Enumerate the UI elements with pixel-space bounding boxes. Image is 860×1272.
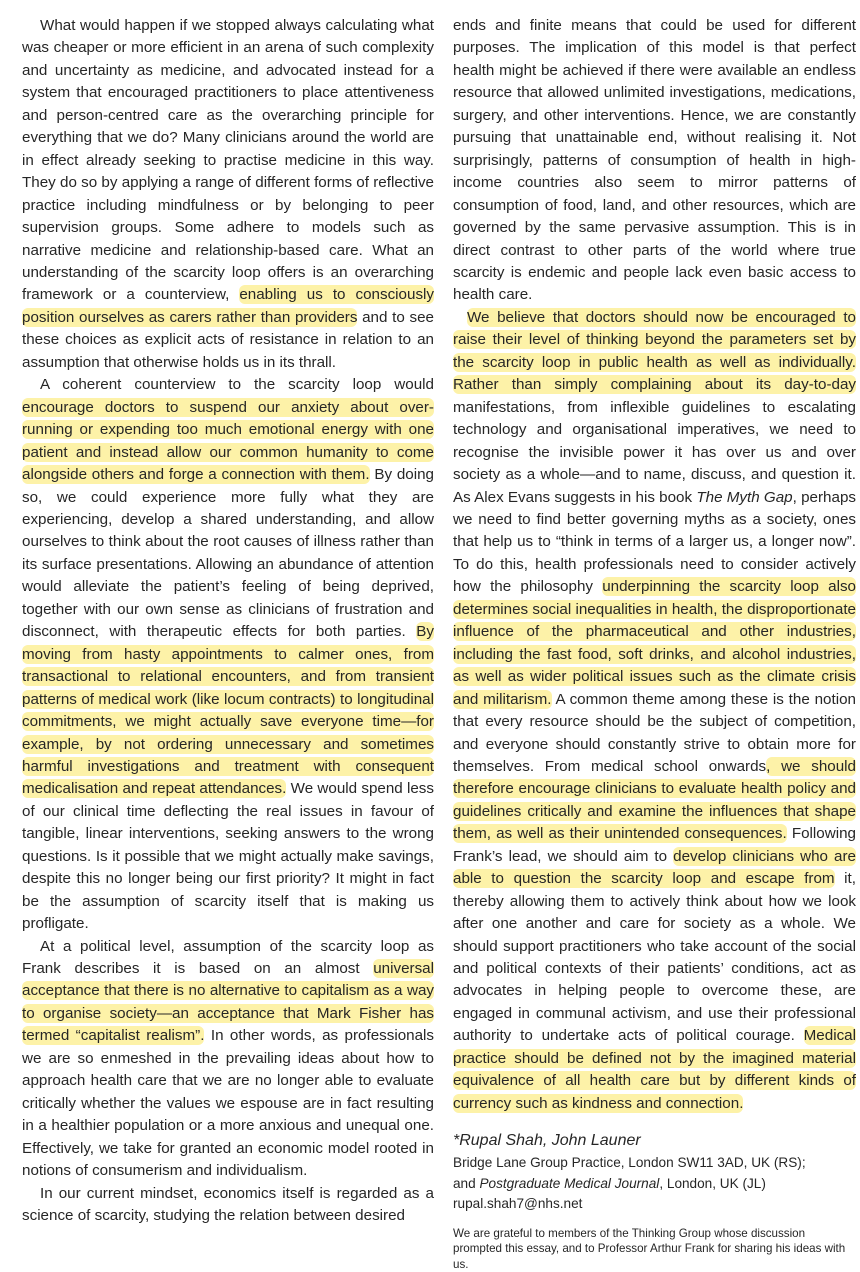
highlighted-text: Medical practice should be defined not by the imagined material equivalence of all health care but by different kinds of currency such as kindness and connection. <box>453 1027 856 1112</box>
authors: *Rupal Shah, John Launer <box>453 1132 641 1150</box>
body-text: A common theme among these is the notion that every resource should be the subject of competition, and everyone should constantly strive to obtain more for themselves. From medical school onwards <box>453 690 856 775</box>
body-text: We would spend less of our clinical time deflecting the real issues in favour of tangible, linear interventions, seeking answers to the wrong questions. Is it possible that we might actually make savings, despite this no longer being our first priority? It might in fact be the assumption of scarcity itself that is making us profligate. <box>22 780 434 933</box>
body-text: manifestations, from inflexible guidelines to escalating technology and organisational imperatives, we need to recognise the invisible power it has over us and over society as a whole—and to name, discuss, and question it. As Alex Evans suggests in his book <box>453 398 856 506</box>
paragraph <box>453 307 856 1115</box>
body-text: In our current mindset, economics itself is regarded as a science of scarcity, studying the relation between desired <box>22 1184 434 1225</box>
highlighted-text: By moving from hasty appointments to calmer ones, from transactional to relational encounters, and from transient patterns of medical work (like locum contracts) to longitudinal commitments, we might actually save everyone time—for example, by not ordering unnecessary and sometimes harmful investigations and treatment with consequent medicalisation and repeat attendances. <box>22 623 434 798</box>
affiliation-2-suffix: , London, UK (JL) <box>659 1175 766 1191</box>
acknowledgement: We are grateful to members of the Thinking Group whose discussion prompted this essay, and to Professor Arthur Frank for sharing his ideas with us. <box>453 1226 846 1271</box>
body-text: A coherent counterview to the scarcity loop would <box>40 376 434 394</box>
affiliation-2 <box>453 1174 856 1195</box>
body-text: What would happen if we stopped always calculating what was cheaper or more efficient in an arena of such complexity and uncertainty as medicine, and advocated instead for a system that encouraged practitioners to place attentiveness and person-centred care as the overarching principle for everything that we do? Many clinicians around the world are in effect already seeking to practise medicine in this way. They do so by applying a range of different forms of reflective practice including mindfulness or by belonging to peer supervision groups. Some adhere to models such as narrative medicine and relationship-based care. What an understanding of the scarcity loop offers is an overarching framework or a counterview, <box>22 17 434 304</box>
affiliation-2-prefix: and <box>453 1175 480 1191</box>
body-text: Following Frank’s lead, we should aim to <box>453 825 856 865</box>
body-text: By doing so, we could experience more fully what they are experiencing, develop a shared understanding, and allow ourselves to think about the root causes of illness rather than its surface presentations. Allowing an abundance of attention would alleviate the patient’s feeling of being deprived, together with our own sense as clinicians of frustration and disconnect, with therapeutic effects for both parties. <box>22 466 435 641</box>
right-column <box>453 15 856 1272</box>
body-text: In other words, as professionals we are so enmeshed in the prevailing ideas about how to approach health care that we are no longer able to evaluate critically whether the values we espouse are in fact resulting in a healthier population or a more anxious and unequal one. Effectively, we take for granted an economic model rooted in notions of consumerism and individualism. <box>22 1027 435 1180</box>
byline <box>453 1129 856 1272</box>
paragraph-continued <box>453 15 856 307</box>
body-text: ends and finite means that could be used for different purposes. The implication of this model is that perfect health might be achieved if there were available an endless resource that allowed unlimited investigations, medications, surgery, and other interventions. Hence, we are constantly pursuing that unattainable end, without realising it. Not surprisingly, patterns of consumption of health in high-income countries also seem to mirror patterns of consumption of food, land, and other resources, which are governed by the same pervasive assumption. This is in direct contrast to other parts of the world where true scarcity is endemic and people lack even basic access to health care. <box>453 17 856 304</box>
highlighted-text: enabling us to consciously position ourselves as carers rather than providers <box>22 286 435 326</box>
body-text: At a political level, assumption of the scarcity loop as Frank describes it is based on an almost <box>22 937 434 978</box>
highlighted-text: We believe that doctors should now be encouraged to raise their level of thinking beyond the parameters set by the scarcity loop in public health as well as individually. Rather than simply complaining about its day-to-day <box>453 308 856 394</box>
affiliation-1: Bridge Lane Group Practice, London SW11 3AD, UK (RS); <box>453 1155 806 1171</box>
left-column <box>22 15 434 1227</box>
highlighted-text: encourage doctors to suspend our anxiety about over-running or expending too much emotional energy with one patient and instead allow our common humanity to come alongside others and forge a connection with them. <box>22 398 434 484</box>
highlighted-text: , we should therefore encourage clinicians to evaluate health policy and guidelines critically and examine the influences that shape them, as well as their unintended consequences. <box>453 757 856 843</box>
paragraph <box>22 1183 434 1228</box>
email-address[interactable]: rupal.shah7@nhs.net <box>453 1196 583 1212</box>
paragraph <box>22 936 434 1183</box>
book-title: The Myth Gap <box>696 488 793 506</box>
body-text: , perhaps we need to find better governing myths as a society, ones that help us to “think in terms of a larger us, a longer now”. To do this, health professionals need to consider actively how the philosophy <box>453 488 856 596</box>
highlighted-text: underpinning the scarcity loop also determines social inequalities in health, the disproportionate influence of the pharmaceutical and other industries, including the fast food, soft drinks, and alcohol industries, as well as wider political issues such as the climate crisis and militarism. <box>453 578 856 708</box>
paragraph <box>22 15 434 374</box>
highlighted-text: universal acceptance that there is no alternative to capitalism as a way to organise society—an acceptance that Mark Fisher has termed “capitalist realism”. <box>22 960 434 1045</box>
journal-name: Postgraduate Medical Journal <box>479 1175 660 1191</box>
body-text: and to see these choices as explicit acts of resistance in relation to an assumption that otherwise holds us in its thrall. <box>22 308 434 371</box>
highlighted-text: develop clinicians who are able to question the scarcity loop and escape from <box>453 847 856 888</box>
paragraph <box>22 374 434 935</box>
body-text: it, thereby allowing them to actively think about how we look after one another and care for society as a whole. We should support practitioners who take account of the social and political contexts of their patients’ conditions, act as advocates in helping people to overcome these, are engaged in communal activism, and use their professional authority to undertake acts of political courage. <box>453 870 856 1045</box>
